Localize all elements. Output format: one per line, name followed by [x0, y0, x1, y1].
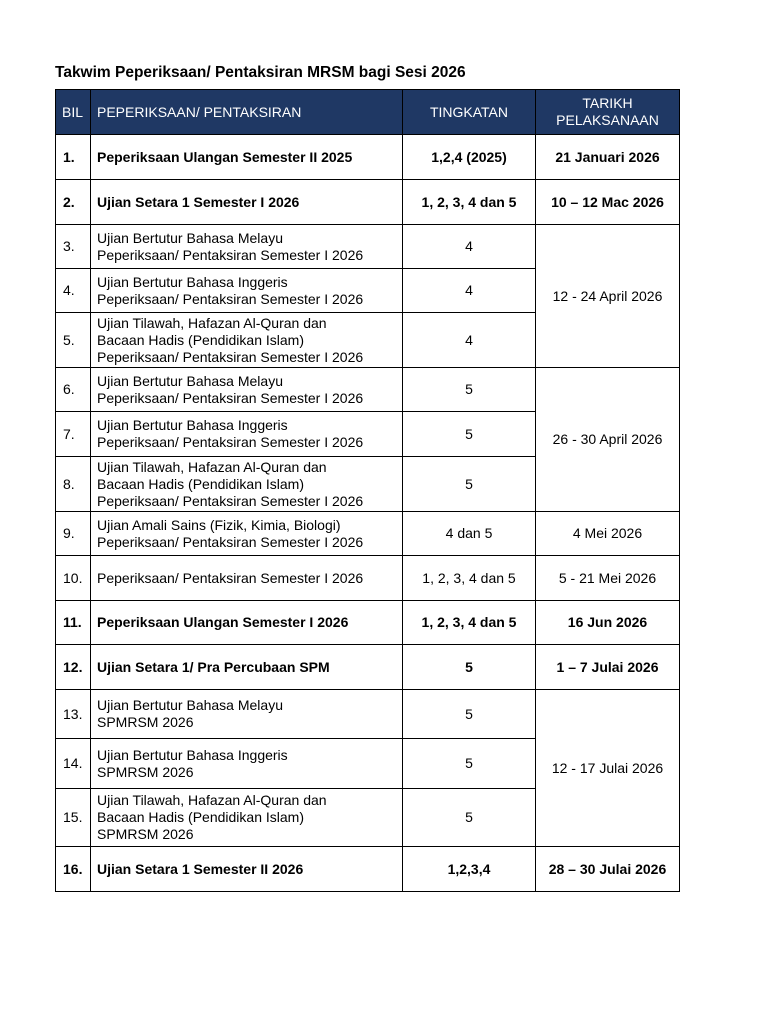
cell-peperiksaan-line: Ujian Tilawah, Hafazan Al-Quran dan	[97, 458, 327, 475]
cell-peperiksaan-line: Ujian Bertutur Bahasa Melayu	[97, 372, 283, 389]
cell-peperiksaan-line: Peperiksaan/ Pentaksiran Semester I 2026	[97, 569, 364, 586]
cell-peperiksaan	[91, 847, 403, 892]
cell-peperiksaan-line: Ujian Setara 1/ Pra Percubaan SPM	[97, 658, 330, 675]
cell-peperiksaan	[91, 645, 403, 690]
cell-bil: 16.	[56, 847, 91, 892]
cell-tingkatan: 4	[403, 313, 536, 368]
cell-peperiksaan	[91, 412, 403, 457]
cell-peperiksaan	[91, 556, 403, 601]
cell-peperiksaan-line: Ujian Bertutur Bahasa Inggeris	[97, 417, 288, 433]
header-tarikh-line1: TARIKH	[582, 95, 633, 111]
document-title: Takwim Peperiksaan/ Pentaksiran MRSM bagi Sesi 2026	[55, 64, 466, 81]
cell-peperiksaan	[91, 789, 403, 847]
cell-tarikh: 26 - 30 April 2026	[536, 368, 680, 512]
table-row	[56, 847, 680, 892]
cell-tingkatan: 1, 2, 3, 4 dan 5	[403, 556, 536, 601]
cell-tingkatan: 1, 2, 3, 4 dan 5	[403, 180, 536, 225]
cell-peperiksaan-line: Bacaan Hadis (Pendidikan Islam)	[97, 809, 304, 825]
exam-schedule-table	[55, 89, 680, 892]
cell-peperiksaan	[91, 739, 403, 789]
cell-peperiksaan-line: Ujian Bertutur Bahasa Inggeris	[97, 746, 288, 763]
header-tingkatan: TINGKATAN	[403, 90, 536, 135]
cell-peperiksaan-line: Ujian Tilawah, Hafazan Al-Quran dan	[97, 314, 327, 331]
cell-tarikh: 12 - 24 April 2026	[536, 225, 680, 368]
cell-peperiksaan	[91, 601, 403, 645]
cell-peperiksaan-line: Ujian Setara 1 Semester II 2026	[97, 860, 304, 877]
table-row	[56, 225, 680, 269]
table-row	[56, 135, 680, 180]
cell-peperiksaan	[91, 180, 403, 225]
cell-tarikh: 21 Januari 2026	[536, 135, 680, 180]
cell-peperiksaan	[91, 313, 403, 368]
table-row	[56, 645, 680, 690]
cell-tingkatan: 1,2,3,4	[403, 847, 536, 892]
cell-peperiksaan-line: Peperiksaan Ulangan Semester I 2026	[97, 614, 349, 630]
cell-peperiksaan-line: Ujian Bertutur Bahasa Inggeris	[97, 273, 288, 290]
cell-peperiksaan-line: SPMRSM 2026	[97, 826, 194, 842]
cell-peperiksaan	[91, 135, 403, 180]
cell-tarikh: 1 – 7 Julai 2026	[536, 645, 680, 690]
cell-peperiksaan-line: Ujian Amali Sains (Fizik, Kimia, Biologi)	[97, 516, 341, 533]
cell-peperiksaan-line: SPMRSM 2026	[97, 714, 194, 730]
cell-bil: 15.	[56, 789, 91, 847]
cell-peperiksaan-line: Peperiksaan/ Pentaksiran Semester I 2026	[97, 492, 364, 509]
cell-tingkatan: 5	[403, 789, 536, 847]
cell-tingkatan: 4	[403, 225, 536, 269]
cell-tingkatan: 5	[403, 645, 536, 690]
cell-tingkatan: 4 dan 5	[403, 512, 536, 556]
cell-tingkatan: 5	[403, 412, 536, 457]
cell-peperiksaan-line: SPMRSM 2026	[97, 763, 194, 780]
cell-peperiksaan-line: Ujian Tilawah, Hafazan Al-Quran dan	[97, 792, 327, 808]
cell-bil: 6.	[56, 368, 91, 412]
table-row	[56, 512, 680, 556]
cell-peperiksaan-line: Ujian Setara 1 Semester I 2026	[97, 193, 300, 210]
cell-bil: 4.	[56, 269, 91, 313]
cell-peperiksaan-line: Peperiksaan/ Pentaksiran Semester I 2026	[97, 348, 364, 365]
header-tarikh	[536, 90, 680, 135]
cell-bil: 5.	[56, 313, 91, 368]
cell-peperiksaan	[91, 225, 403, 269]
cell-tingkatan: 1,2,4 (2025)	[403, 135, 536, 180]
cell-bil: 1.	[56, 135, 91, 180]
cell-peperiksaan	[91, 690, 403, 739]
cell-peperiksaan-line: Peperiksaan/ Pentaksiran Semester I 2026	[97, 246, 364, 263]
cell-bil: 12.	[56, 645, 91, 690]
cell-peperiksaan	[91, 368, 403, 412]
cell-tingkatan: 5	[403, 368, 536, 412]
cell-tingkatan: 5	[403, 690, 536, 739]
cell-tarikh: 28 – 30 Julai 2026	[536, 847, 680, 892]
cell-bil: 10.	[56, 556, 91, 601]
cell-bil: 3.	[56, 225, 91, 269]
header-bil: BIL	[56, 90, 91, 135]
cell-tingkatan: 1, 2, 3, 4 dan 5	[403, 601, 536, 645]
cell-tingkatan: 4	[403, 269, 536, 313]
cell-tarikh: 16 Jun 2026	[536, 601, 680, 645]
cell-tarikh: 5 - 21 Mei 2026	[536, 556, 680, 601]
cell-peperiksaan-line: Peperiksaan/ Pentaksiran Semester I 2026	[97, 434, 364, 450]
cell-tarikh: 10 – 12 Mac 2026	[536, 180, 680, 225]
table-header-row	[56, 90, 680, 135]
cell-bil: 8.	[56, 457, 91, 512]
cell-bil: 11.	[56, 601, 91, 645]
header-peperiksaan: PEPERIKSAAN/ PENTAKSIRAN	[91, 90, 403, 135]
table-row	[56, 690, 680, 739]
cell-peperiksaan	[91, 512, 403, 556]
table-row	[56, 180, 680, 225]
cell-peperiksaan	[91, 269, 403, 313]
cell-bil: 7.	[56, 412, 91, 457]
cell-peperiksaan-line: Peperiksaan/ Pentaksiran Semester I 2026	[97, 389, 364, 406]
table-row	[56, 556, 680, 601]
cell-peperiksaan-line: Peperiksaan/ Pentaksiran Semester I 2026	[97, 533, 364, 550]
cell-tarikh: 12 - 17 Julai 2026	[536, 690, 680, 847]
cell-peperiksaan-line: Peperiksaan Ulangan Semester II 2025	[97, 148, 353, 165]
cell-tingkatan: 5	[403, 457, 536, 512]
cell-tarikh: 4 Mei 2026	[536, 512, 680, 556]
cell-peperiksaan-line: Bacaan Hadis (Pendidikan Islam)	[97, 475, 304, 492]
cell-tingkatan: 5	[403, 739, 536, 789]
table-row	[56, 601, 680, 645]
cell-peperiksaan-line: Ujian Bertutur Bahasa Melayu	[97, 229, 283, 246]
cell-peperiksaan-line: Ujian Bertutur Bahasa Melayu	[97, 697, 283, 713]
cell-peperiksaan-line: Bacaan Hadis (Pendidikan Islam)	[97, 331, 304, 348]
cell-bil: 9.	[56, 512, 91, 556]
header-tarikh-line2: PELAKSANAAN	[556, 112, 659, 128]
table-row	[56, 368, 680, 412]
cell-bil: 13.	[56, 690, 91, 739]
cell-peperiksaan-line: Peperiksaan/ Pentaksiran Semester I 2026	[97, 290, 364, 307]
cell-bil: 14.	[56, 739, 91, 789]
cell-peperiksaan	[91, 457, 403, 512]
cell-bil: 2.	[56, 180, 91, 225]
